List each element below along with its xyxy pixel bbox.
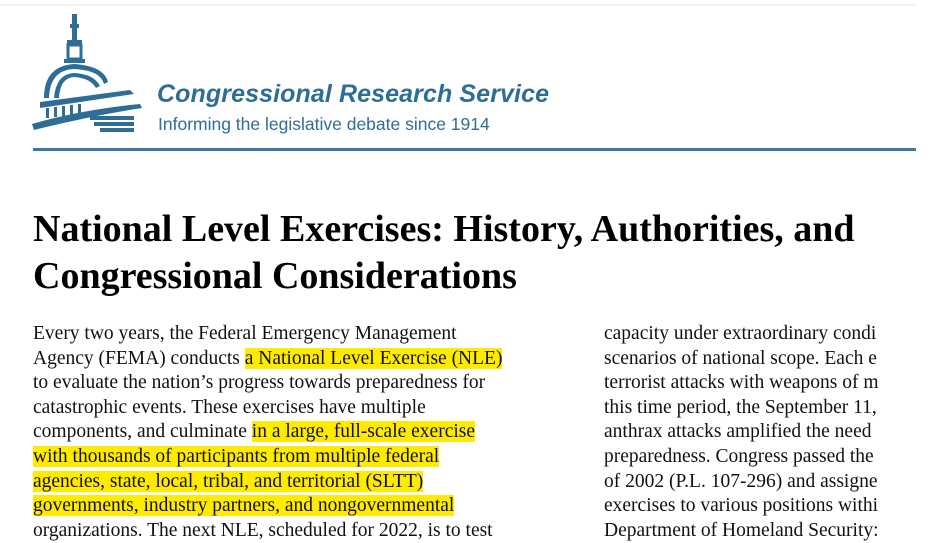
text-span: components, and culminate: [33, 421, 252, 443]
text-line: this time period, the September 11,: [604, 396, 877, 418]
highlighted-text: in a large, full-scale exercise: [251, 421, 476, 443]
text-line: organizations. The next NLE, scheduled for 2022, is to test: [33, 519, 493, 541]
text-line: catastrophic events. These exercises have multiple: [33, 396, 426, 418]
capitol-dome-logo-icon: [30, 12, 150, 140]
text-line: capacity under extraordinary condi: [604, 323, 877, 344]
text-line: of 2002 (P.L. 107-296) and assigne: [604, 470, 878, 492]
text-line: [33, 420, 593, 445]
text-line: [33, 494, 593, 519]
text-line: scenarios of national scope. Each e: [604, 347, 877, 369]
text-line: [33, 445, 593, 470]
highlighted-text: governments, industry partners, and nongovernmental: [33, 495, 455, 517]
text-line: preparedness. Congress passed the: [604, 445, 874, 467]
header-rule: [33, 148, 916, 151]
report-title-line-1: National Level Exercises: History, Authorities, and: [33, 208, 855, 250]
text-line: [33, 470, 593, 495]
body-column-left: [33, 322, 593, 543]
text-line: exercises to various positions withi: [604, 495, 879, 517]
organization-tagline: Informing the legislative debate since 1914: [158, 114, 490, 134]
text-line: anthrax attacks amplified the need: [604, 421, 872, 443]
report-title: [33, 206, 933, 300]
report-title-line-2: Congressional Considerations: [33, 255, 517, 297]
text-span: Agency (FEMA) conducts: [33, 347, 245, 369]
text-line: Every two years, the Federal Emergency Management: [33, 323, 457, 344]
top-border: [0, 4, 916, 6]
text-line: terrorist attacks with weapons of m: [604, 372, 879, 394]
highlighted-text: a National Level Exercise (NLE): [244, 347, 503, 369]
text-line: [33, 347, 593, 372]
text-line: Department of Homeland Security:: [604, 519, 879, 541]
highlighted-text: agencies, state, local, tribal, and territorial (SLTT): [33, 470, 424, 492]
text-line: to evaluate the nation’s progress towards preparedness for: [33, 372, 486, 394]
organization-name: Congressional Research Service: [157, 80, 550, 108]
body-column-right: [604, 322, 947, 543]
highlighted-text: with thousands of participants from multiple federal: [33, 445, 440, 467]
